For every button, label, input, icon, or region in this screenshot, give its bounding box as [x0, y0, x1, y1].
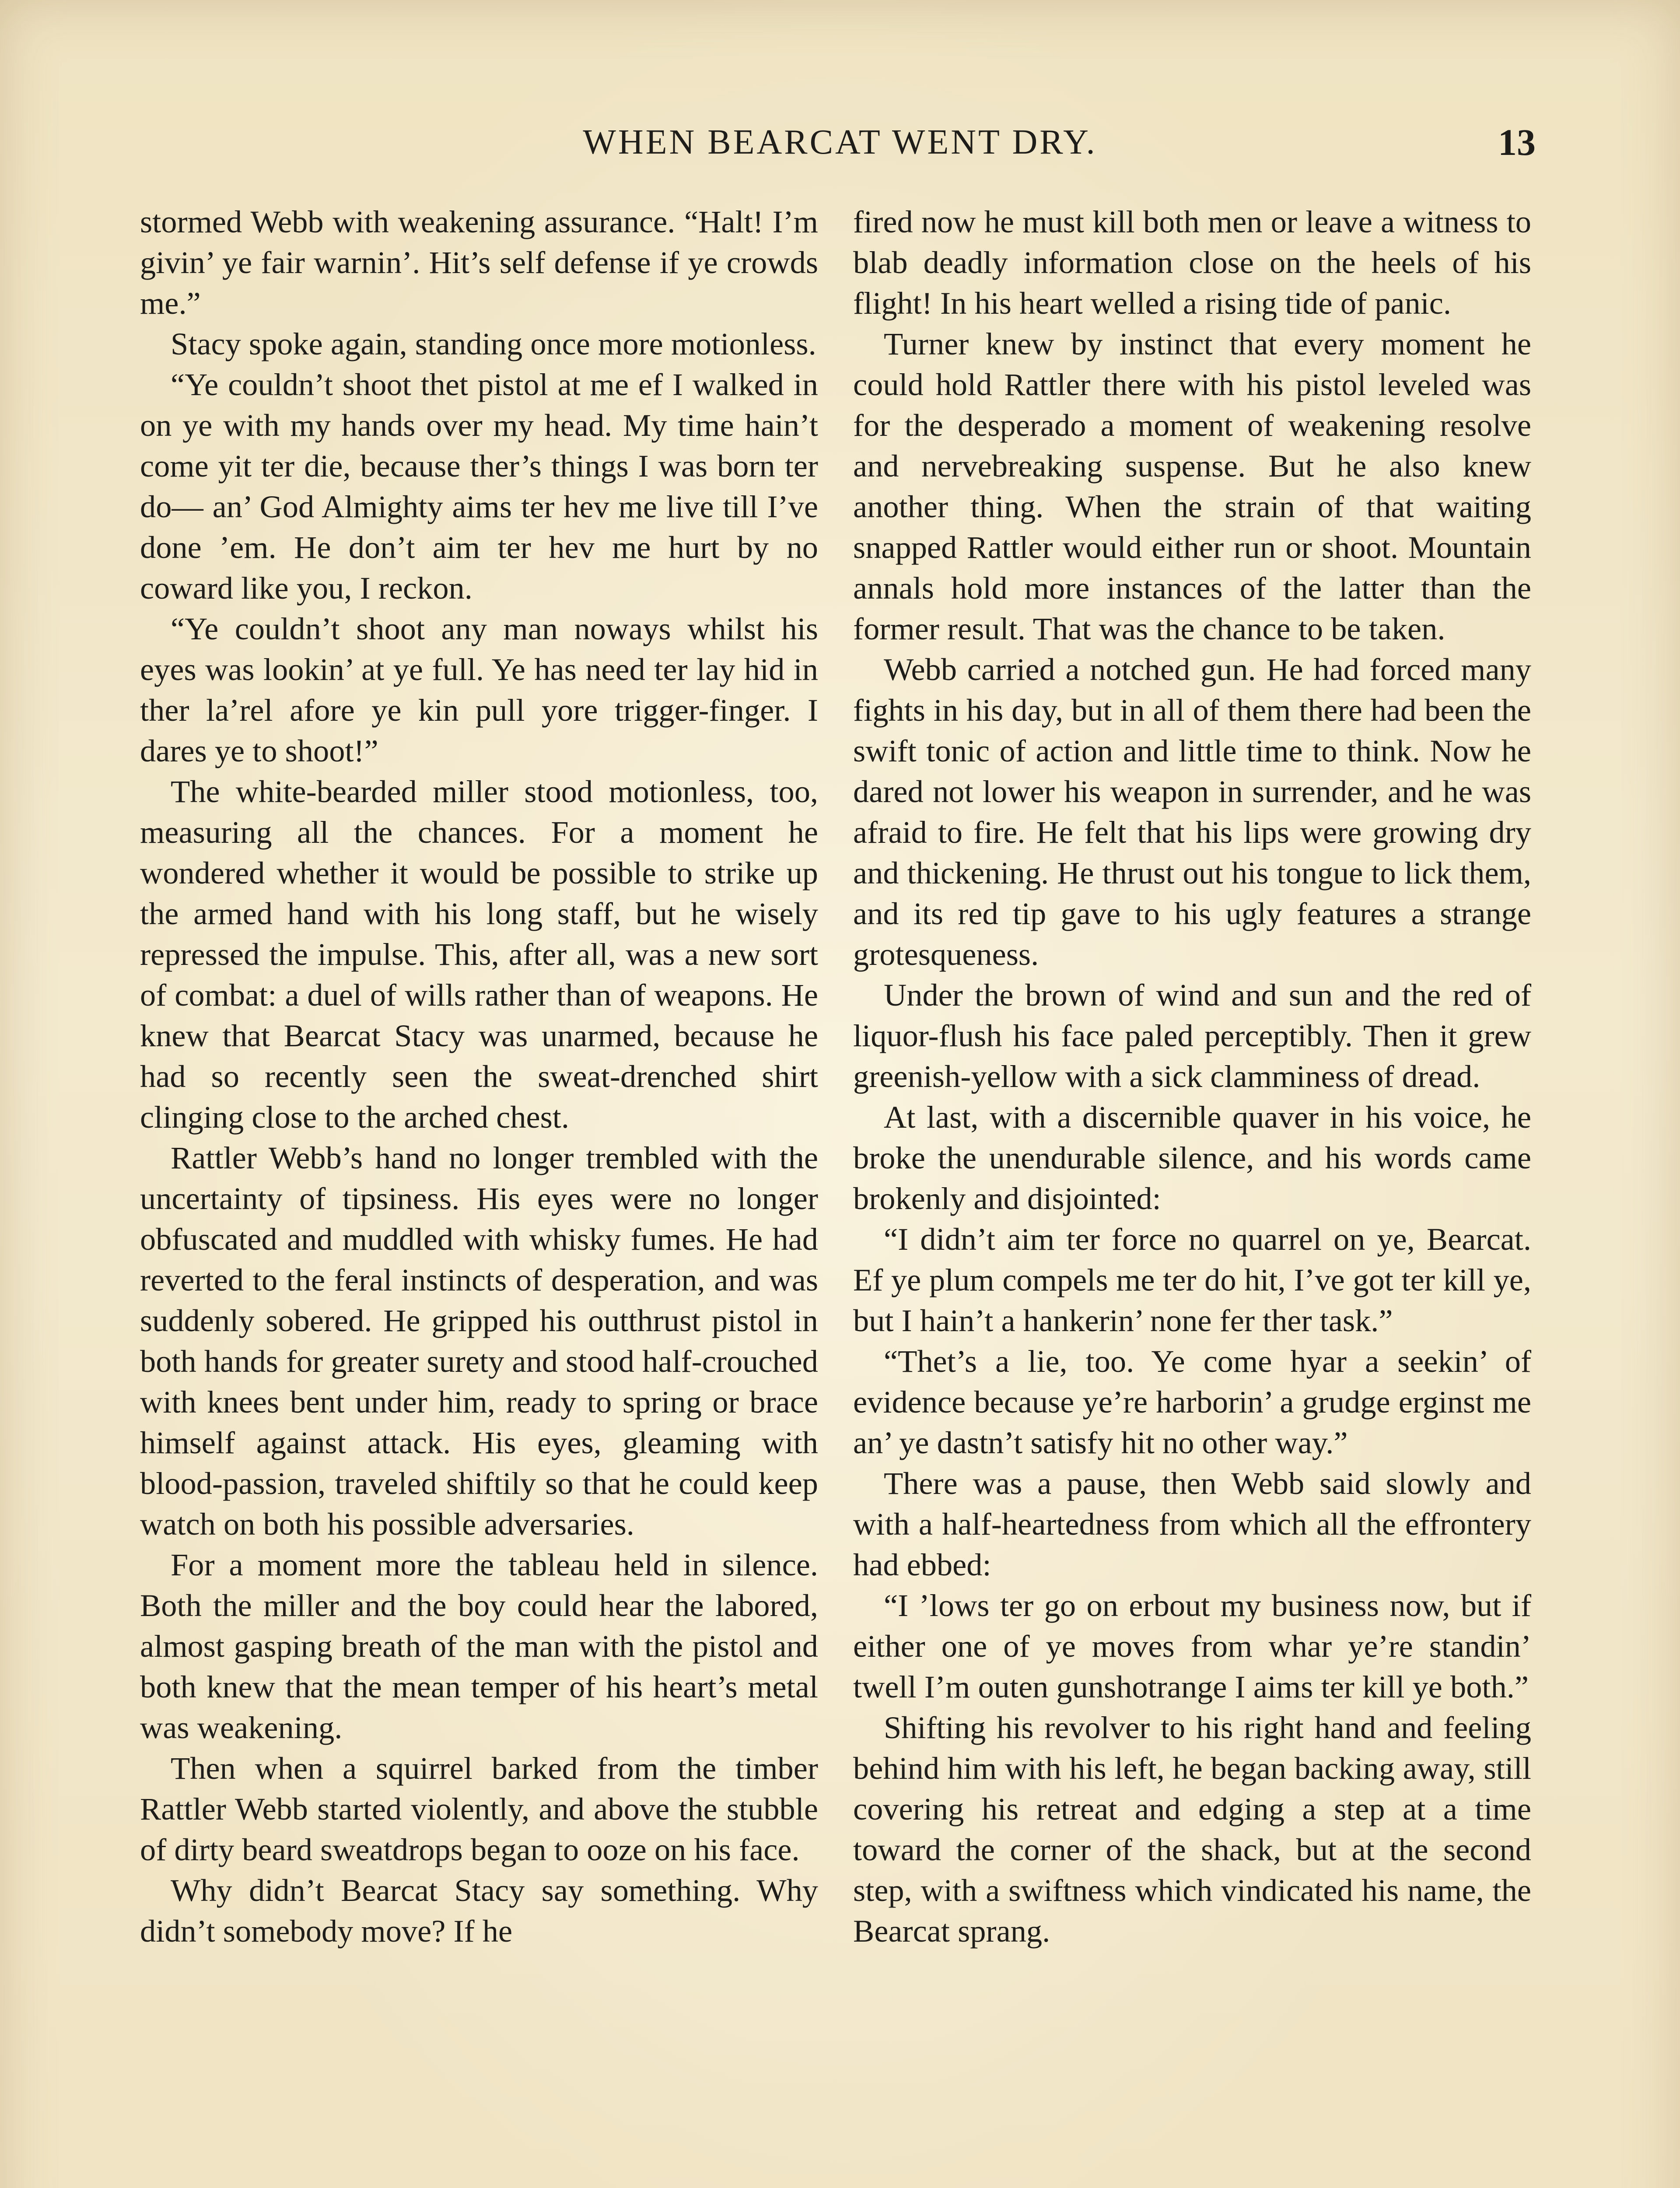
left-column [140, 201, 818, 1951]
paragraph: Then when a squirrel barked from the timber Rattler Webb started violently, and above the stubble of dirty beard sweatdrops began to ooze on his face. [140, 1750, 818, 1867]
paragraph: “Thet’s a lie, too. Ye come hyar a seekin’ of evidence because ye’re harborin’ a grudge erginst me an’ ye dastn’t satisfy hit no other way.” [853, 1343, 1531, 1460]
paragraph: “Ye couldn’t shoot thet pistol at me ef I walked in on ye with my hands over my head. My time hain’t come yit ter die, because ther’s things I was born ter do— an’ God Almighty aims ter hev me live till I’ve done ’em. He don’t aim ter hev me hurt by no coward like you, I reckon. [140, 367, 818, 606]
right-column [853, 201, 1531, 1951]
paragraph: “Ye couldn’t shoot any man noways whilst his eyes was lookin’ at ye full. Ye has need ter lay hid in ther la’rel afore ye kin pull yore trigger-finger. I dares ye to shoot!” [140, 611, 818, 768]
paragraph: Why didn’t Bearcat Stacy say something. Why didn’t somebody move? If he [140, 1872, 818, 1949]
running-title: WHEN BEARCAT WENT DRY. [583, 123, 1097, 161]
running-head [0, 118, 1680, 166]
paragraph: fired now he must kill both men or leave a witness to blab deadly information close on the heels of his flight! In his heart welled a rising tide of panic. [853, 204, 1531, 321]
paragraph: The white-bearded miller stood motionless, too, measuring all the chances. For a moment he wondered whether it would be possible to strike up the armed hand with his long staff, but he wisely repressed the impulse. This, after all, was a new sort of combat: a duel of wills rather than of weapons. He knew that Bearcat Stacy was unarmed, because he had so recently seen the sweat-drenched shirt clinging close to the arched chest. [140, 774, 818, 1135]
paragraph: stormed Webb with weakening assurance. “Halt! I’m givin’ ye fair warnin’. Hit’s self defense if ye crowds me.” [140, 204, 818, 321]
paragraph: There was a pause, then Webb said slowly and with a half-heartedness from which all the effrontery had ebbed: [853, 1466, 1531, 1582]
paragraph: Shifting his revolver to his right hand and feeling behind him with his left, he began backing away, still covering his retreat and edging a step at a time toward the corner of the shack, but at the second step, with a swiftness which vindicated his name, the Bearcat sprang. [853, 1710, 1531, 1949]
paragraph: “I ’lows ter go on erbout my business now, but if either one of ye moves from whar ye’re standin’ twell I’m outen gunshotrange I aims ter kill ye both.” [853, 1588, 1531, 1704]
paragraph: At last, with a discernible quaver in his voice, he broke the unendurable silence, and his words came brokenly and disjointed: [853, 1099, 1531, 1216]
paragraph: Turner knew by instinct that every moment he could hold Rattler there with his pistol leveled was for the desperado a moment of weakening resolve and nervebreaking suspense. But he also knew another thing. When the strain of that waiting snapped Rattler would either run or shoot. Mountain annals hold more instances of the latter than the former result. That was the chance to be taken. [853, 326, 1531, 646]
paragraph: Webb carried a notched gun. He had forced many fights in his day, but in all of them there had been the swift tonic of action and little time to think. Now he dared not lower his weapon in surrender, and he was afraid to fire. He felt that his lips were growing dry and thickening. He thrust out his tongue to lick them, and its red tip gave to his ugly features a strange grotesqueness. [853, 652, 1531, 972]
paragraph: Rattler Webb’s hand no longer trembled with the uncertainty of tipsiness. His eyes were no longer obfuscated and muddled with whisky fumes. He had reverted to the feral instincts of desperation, and was suddenly sobered. He gripped his outthrust pistol in both hands for greater surety and stood half-crouched with knees bent under him, ready to spring or brace himself against attack. His eyes, gleaming with blood-passion, traveled shiftily so that he could keep watch on both his possible adversaries. [140, 1140, 818, 1542]
paragraph: Under the brown of wind and sun and the red of liquor-flush his face paled perceptibly. Then it grew greenish-yellow with a sick clamminess of dread. [853, 977, 1531, 1094]
page-number: 13 [1498, 121, 1536, 163]
paragraph: Stacy spoke again, standing once more motionless. [171, 326, 816, 361]
paragraph: “I didn’t aim ter force no quarrel on ye, Bearcat. Ef ye plum compels me ter do hit, I’ve got ter kill ye, but I hain’t a hankerin’ none fer ther task.” [853, 1221, 1531, 1338]
paragraph: For a moment more the tableau held in silence. Both the miller and the boy could hear the labored, almost gasping breath of the man with the pistol and both knew that the mean temper of his heart’s metal was weakening. [140, 1547, 818, 1745]
